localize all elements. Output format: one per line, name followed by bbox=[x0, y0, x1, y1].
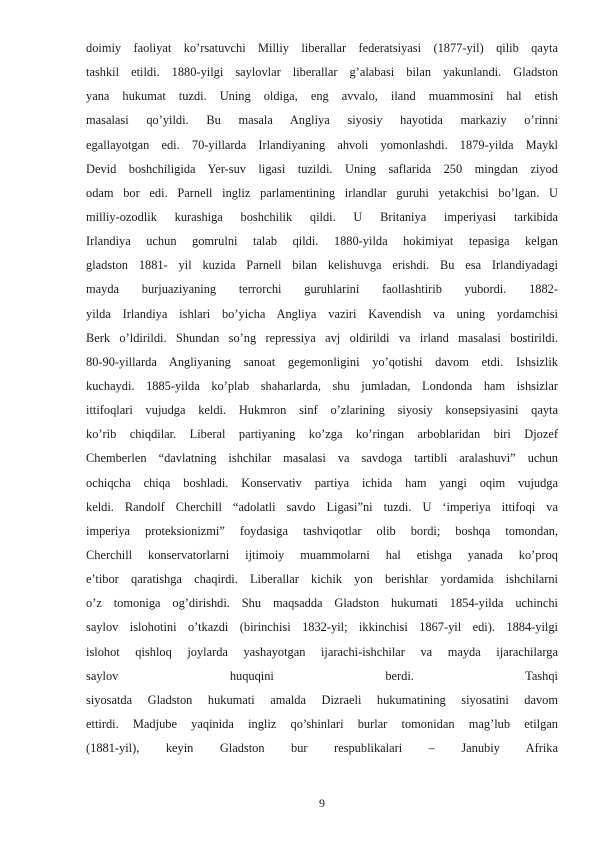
text-line: ko’rib chiqdilar. Liberal partiyaning ko’zga ko’ringan arboblaridan biri Djozef bbox=[86, 427, 558, 442]
text-line: masalasi qo’yildi. Bu masala Angliya siyosiy hayotida markaziy o’rinni bbox=[86, 113, 558, 128]
text-line: ettirdi. Madjube yaqinida ingliz qo’shinlari burlar tomonidan mag’lub etilgan bbox=[86, 716, 558, 731]
text-line: ittifoqlari vujudga keldi. Hukmron sinf o’zlarining siyosiy konsepsiyasini qayta bbox=[86, 403, 558, 418]
text-line: Devid boshchiligida Yer-suv ligasi tuzildi. Uning saflarida 250 mingdan ziyod bbox=[86, 161, 558, 176]
text-line: ochiqcha chiqa boshladi. Konservativ partiya ichida ham yangi oqim vujudga bbox=[86, 475, 558, 490]
text-line: gladston 1881- yil kuzida Parnell bilan kelishuvga erishdi. Bu esa Irlandiyadagi bbox=[86, 258, 558, 273]
text-line: Irlandiya uchun gomrulni talab qildi. 1880-yilda hokimiyat tepasiga kelgan bbox=[86, 234, 558, 249]
text-line: kuchaydi. 1885-yilda ko’plab shaharlarda, shu jumladan, Londonda ham ishsizlar bbox=[86, 378, 558, 393]
text-line: egallayotgan edi. 70-yillarda Irlandiyaning ahvoli yomonlashdi. 1879-yilda Maykl bbox=[86, 137, 558, 152]
text-line: doimiy faoliyat ko’rsatuvchi Milliy liberallar federatsiyasi (1877-yil) qilib qayta bbox=[86, 41, 558, 55]
text-line: saylov huquqini berdi. Tashqi bbox=[86, 668, 558, 683]
text-line: islohot qishloq joylarda yashayotgan ijarachi-ishchilar va mayda ijarachilarga bbox=[86, 644, 558, 659]
text-line: keldi. Randolf Cherchill “adolatli savdo Ligasi”ni tuzdi. U ‘imperiya ittifoqi va bbox=[86, 499, 558, 514]
document-page bbox=[86, 36, 558, 810]
text-line: yilda Irlandiya ishlari bo’yicha Angliya vaziri Kavendish va uning yordamchisi bbox=[86, 306, 558, 321]
text-line: e’tibor qaratishga chaqirdi. Liberallar kichik yon berishlar yordamida ishchilarni bbox=[86, 572, 558, 587]
text-line: o’z tomoniga og’dirishdi. Shu maqsadda Gladston hukumati 1854-yilda uchinchi bbox=[86, 596, 558, 611]
text-line: yana hukumat tuzdi. Uning oldiga, eng avvalo, iland muammosini hal etish bbox=[86, 89, 558, 104]
text-line: saylov islohotini o’tkazdi (birinchisi 1832-yil; ikkinchisi 1867-yil edi). 1884-yilgi bbox=[86, 620, 558, 635]
text-line: odam bor edi. Parnell ingliz parlamentining irlandlar guruhi yetakchisi bo’lgan. U bbox=[86, 185, 558, 200]
page-number: 9 bbox=[319, 796, 325, 810]
text-line: mayda burjuaziyaning terrorchi guruhlarini faollashtirib yubordi. 1882- bbox=[86, 282, 558, 297]
text-line: Berk o’ldirildi. Shundan so’ng repressiya avj oldirildi va irland masalasi bostirildi. bbox=[86, 330, 558, 345]
text-line: siyosatda Gladston hukumati amalda Dizraeli hukumatining siyosatini davom bbox=[86, 692, 558, 707]
text-line: milliy-ozodlik kurashiga boshchilik qildi. U Britaniya imperiyasi tarkibida bbox=[86, 209, 558, 224]
text-line: 80-90-yillarda Angliyaning sanoat gegemonligini yo’qotishi davom etdi. Ishsizlik bbox=[86, 354, 558, 369]
text-line: (1881-yil), keyin Gladston bur respublikalari – Janubiy Afrika bbox=[86, 741, 558, 756]
text-line: imperiya proteksionizmi” foydasiga tashviqotlar olib bordi; boshqa tomondan, bbox=[86, 523, 558, 538]
body-text bbox=[86, 36, 558, 760]
text-line: tashkil etildi. 1880-yilgi saylovlar liberallar g’alabasi bilan yakunlandi. Gladston bbox=[86, 65, 558, 80]
text-line: Chemberlen “davlatning ishchilar masalasi va savdoga tartibli aralashuvi” uchun bbox=[86, 451, 558, 466]
text-line: Cherchill konservatorlarni ijtimoiy muammolarni hal etishga yanada ko’proq bbox=[86, 547, 558, 562]
